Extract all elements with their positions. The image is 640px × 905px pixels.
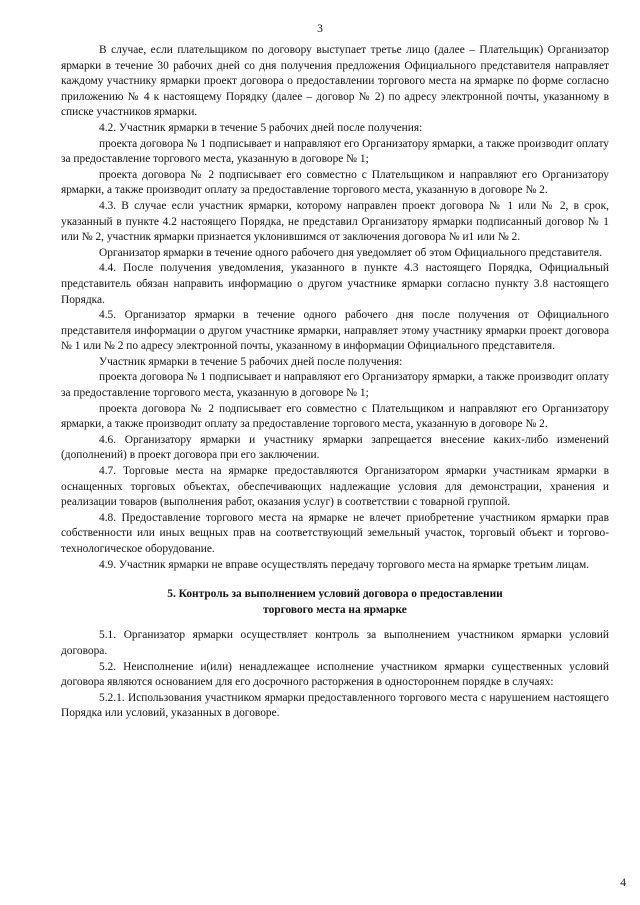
paragraph: Организатор ярмарки в течение одного рабочего дня уведомляет об этом Официального представителя. bbox=[99, 246, 603, 259]
paragraph: В случае, если плательщиком по договору выступает третье лицо (далее – Плательщик) Организатор ярмарки в течение 30 рабочих дней со дня получения предложения Официального представителя направляет каждому участнику ярмарки проект договора о предоставлении торгового места на ярмарке по форме согласно приложению № 4 к настоящему Порядку (далее – договор № 2) по адресу электронной почты, указанному в списке участников ярмарки. bbox=[61, 44, 609, 119]
paragraph: 4.9. Участник ярмарки не вправе осуществлять передачу торгового места на ярмарке третьим лицам. bbox=[99, 558, 590, 571]
corner-page-number: 4 bbox=[620, 877, 626, 889]
paragraph: проекта договора № 1 подписывает и направляют его Организатору ярмарки, а также производит оплату за предоставление торгового места, указанную в договоре № 1; bbox=[61, 137, 609, 166]
section-heading bbox=[61, 587, 609, 618]
paragraph: 4.8. Предоставление торгового места на ярмарке не влечет приобретение участником ярмарки прав собственности или иных вещных прав на соответствующий земельный участок, торговый объект и торгово-технологическое оборудование. bbox=[61, 511, 609, 555]
paragraph: 5.2. Неисполнение и(или) ненадлежащее исполнение участником ярмарки существенных условий договора являются основанием для его досрочного расторжения в одностороннем порядке в случаях: bbox=[61, 660, 609, 689]
paragraph: 4.6. Организатору ярмарки и участнику ярмарки запрещается внесение каких-либо изменений (дополнений) в проект договора при его заключении. bbox=[61, 433, 609, 462]
paragraph: 4.3. В случае если участник ярмарки, которому направлен проект договора № 1 или № 2, в срок, указанный в пункте 4.2 настоящего Порядка, не представил Организатору ярмарки подписанный договор № 1 или № 2, участник ярмарки признается уклонившимся от заключения договора № и1 или № 2. bbox=[61, 199, 609, 244]
page-number: 3 bbox=[317, 23, 323, 35]
paragraph: Участник ярмарки в течение 5 рабочих дней после получения: bbox=[99, 355, 403, 368]
section-heading-line: торгового места на ярмарке bbox=[263, 603, 407, 616]
section-heading-line: 5. Контроль за выполнением условий договора о предоставлении bbox=[167, 588, 503, 601]
paragraph: 4.5. Организатор ярмарки в течение одного рабочего дня после получения от Официального представителя информации о другом участнике ярмарки, направляет этому участнику ярмарки проект договора № 1 или № 2 по адресу электронной почты, указанному в информации Официального представителя. bbox=[61, 309, 609, 353]
paragraph: 4.4. После получения уведомления, указанного в пункте 4.3 настоящего Порядка, Официальный представитель обязан направить информацию о другом участнике ярмарки согласно пункту 3.8 настоящего Порядка. bbox=[61, 262, 609, 306]
paragraph: проекта договора № 2 подписывает его совместно с Плательщиком и направляют его Организатору ярмарки, а также производит оплату за предоставление торгового места, указанную в договоре № 2. bbox=[61, 402, 609, 431]
paragraph: 4.7. Торговые места на ярмарке предоставляются Организатором ярмарки участникам ярмарки в оснащенных торговых объектах, обеспечивающих надлежащие условия для демонстрации, хранения и реализации товаров (выполнения работ, оказания услуг) в соответствии с товарной группой. bbox=[61, 465, 609, 509]
paragraph: 4.2. Участник ярмарки в течение 5 рабочих дней после получения: bbox=[99, 121, 423, 134]
document-body bbox=[61, 43, 609, 722]
paragraph: проекта договора № 1 подписывает и направляют его Организатору ярмарки, а также производит оплату за предоставление торгового места, указанную в договоре № 1; bbox=[61, 371, 609, 400]
paragraph: проекта договора № 2 подписывает его совместно с Плательщиком и направляют его Организатору ярмарки, а также производит оплату за предоставление торгового места, указанную в договоре № 2. bbox=[61, 168, 609, 197]
paragraph: 5.1. Организатор ярмарки осуществляет контроль за выполнением участником ярмарки условий договора. bbox=[61, 629, 609, 657]
paragraph: 5.2.1. Использования участником ярмарки предоставленного торгового места с нарушением настоящего Порядка или условий, указанных в договоре. bbox=[61, 691, 609, 720]
